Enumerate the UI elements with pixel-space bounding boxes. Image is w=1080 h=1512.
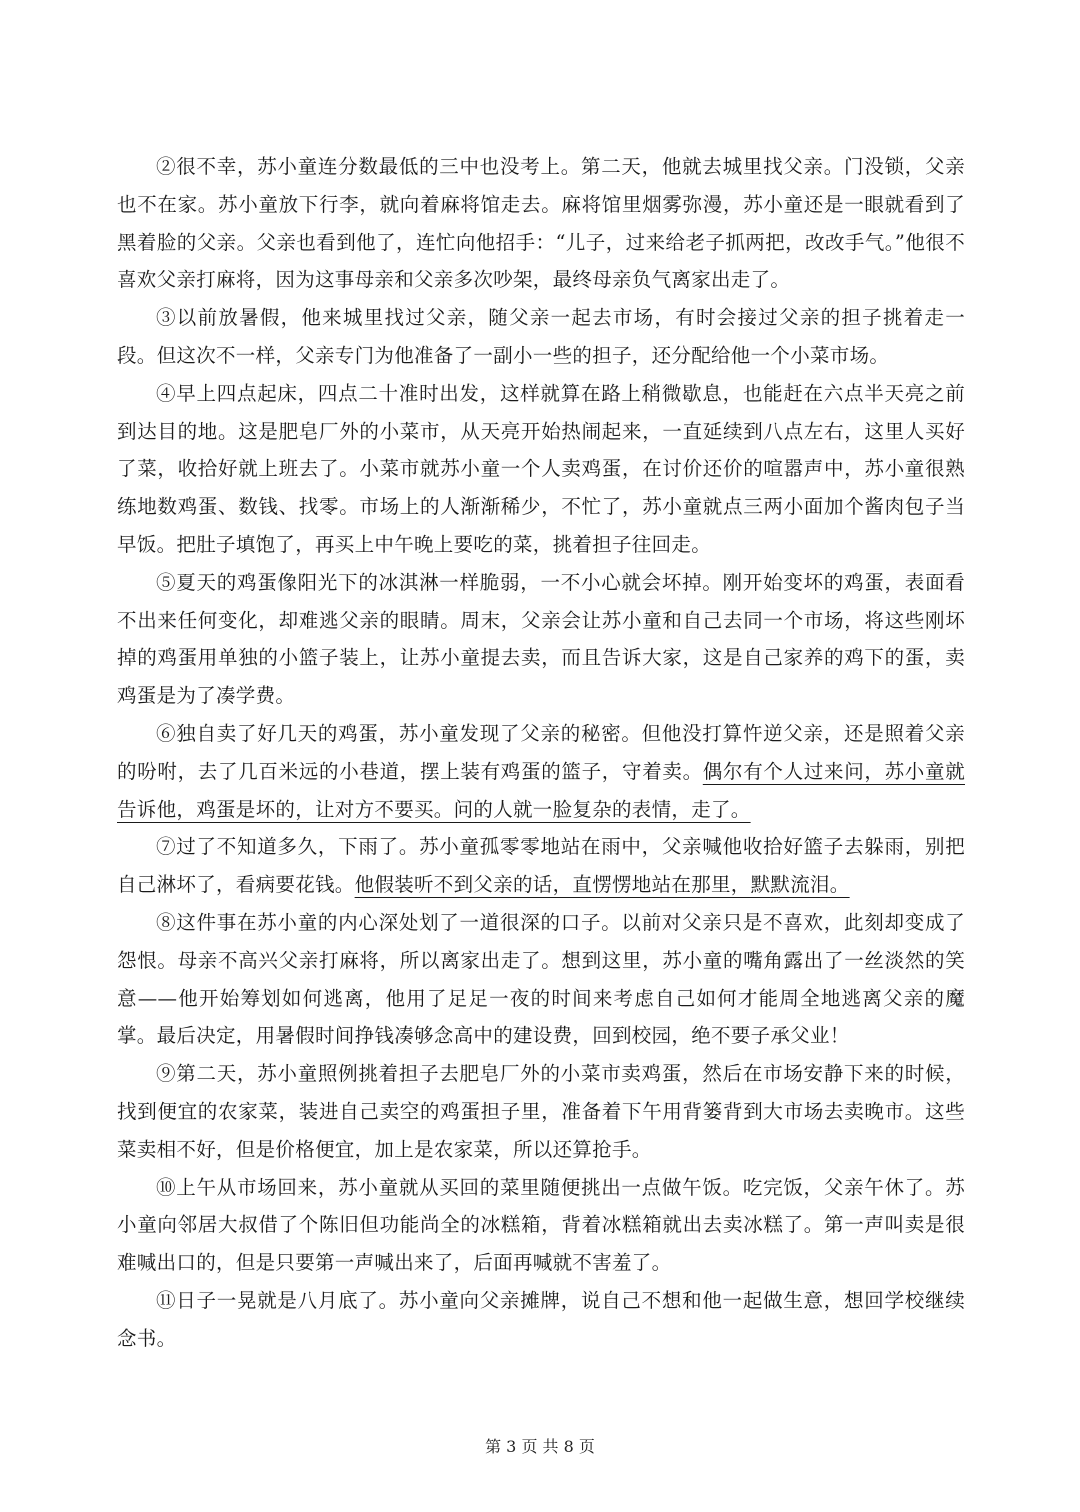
paragraph-number: ⑧ [156,910,177,934]
paragraph-2 [117,148,965,299]
paragraph-text: 很不幸，苏小童连分数最低的三中也没考上。第二天，他就去城里找父亲。门没锁，父亲也不在家。苏小童放下行李，就向着麻将馆走去。麻将馆里烟雾弥漫，苏小童还是一眼就看到了黑着脸的父亲。父亲也看到他了，连忙向他招手：“儿子，过来给老子抓两把，改改手气。”他很不喜欢父亲打麻将，因为这事母亲和父亲多次吵架，最终母亲负气离家出走了。 [117,155,965,292]
paragraph-text: 这件事在苏小童的内心深处划了一道很深的口子。以前对父亲只是不喜欢，此刻却变成了怨恨。母亲不高兴父亲打麻将，所以离家出走了。想到这里，苏小童的嘴角露出了一丝淡然的笑意——他开始筹划如何逃离，他用了足足一夜的时间来考虑自己如何才能周全地逃离父亲的魔掌。最后决定，用暑假时间挣钱凑够念高中的建设费，回到校园，绝不要子承父业！ [117,910,965,1048]
underlined-sentence: 他假装听不到父亲的话，直愣愣地站在那里，默默流泪。 [354,873,850,897]
paragraph-11 [117,1282,965,1358]
paragraph-number: ⑦ [156,835,177,859]
paragraph-text: 第二天，苏小童照例挑着担子去肥皂厂外的小菜市卖鸡蛋，然后在市场安静下来的时候，找到便宜的农家菜，装进自己卖空的鸡蛋担子里，准备着下午用背篓背到大市场去卖晚市。这些菜卖相不好，但是价格便宜，加上是农家菜，所以还算抢手。 [117,1062,965,1161]
paragraph-10 [117,1169,965,1282]
underlined-sentence: 偶尔有个人过来问，苏小童就告诉他，鸡蛋是坏的，让对方不要买。问的人就一脸复杂的表情，走了。 [117,759,965,821]
paragraph-9 [117,1055,965,1168]
paragraph-4 [117,375,965,564]
paragraph-number: ③ [156,306,177,330]
paragraph-text: 早上四点起床，四点二十准时出发，这样就算在路上稍微歇息，也能赶在六点半天亮之前到达目的地。这是肥皂厂外的小菜市，从天亮开始热闹起来，一直延续到八点左右，这里人买好了菜，收拾好就上班去了。小菜市就苏小童一个人卖鸡蛋，在讨价还价的喧嚣声中，苏小童很熟练地数鸡蛋、数钱、找零。市场上的人渐渐稀少，不忙了，苏小童就点三两小面加个酱肉包子当早饭。把肚子填饱了，再买上中午晚上要吃的菜，挑着担子往回走。 [117,381,965,556]
paragraph-8 [117,904,965,1055]
paragraph-number: ④ [156,381,177,405]
paragraph-text: 以前放暑假，他来城里找过父亲，随父亲一起去市场，有时会接过父亲的担子挑着走一段。但这次不一样，父亲专门为他准备了一副小一些的担子，还分配给他一个小菜市场。 [117,306,965,367]
paragraph-text: 日子一晃就是八月底了。苏小童向父亲摊牌，说自己不想和他一起做生意，想回学校继续念书。 [117,1288,965,1350]
paragraph-number: ⑪ [156,1288,177,1312]
paragraph-number: ⑥ [156,721,177,745]
paragraph-text: 过了不知道多久，下雨了。苏小童孤零零地站在雨中，父亲喊他收拾好篮子去躲雨，别把自己淋坏了，看病要花钱。 [117,835,965,897]
paragraph-7 [117,828,965,904]
page-footer [0,1434,1080,1457]
paragraph-6 [117,715,965,828]
paragraph-text: 夏天的鸡蛋像阳光下的冰淇淋一样脆弱，一不小心就会坏掉。刚开始变坏的鸡蛋，表面看不出来任何变化，却难逃父亲的眼睛。周末，父亲会让苏小童和自己去同一个市场，将这些刚坏掉的鸡蛋用单独的小篮子装上，让苏小童提去卖，而且告诉大家，这是自己家养的鸡下的蛋，卖鸡蛋是为了凑学费。 [117,570,965,708]
paragraph-number: ⑨ [156,1062,177,1086]
paragraph-3 [117,299,965,375]
document-body [117,148,965,1358]
paragraph-text: 独自卖了好几天的鸡蛋，苏小童发现了父亲的秘密。但他没打算忤逆父亲，还是照着父亲的吩咐，去了几百米远的小巷道，摆上装有鸡蛋的篮子，守着卖。 [117,721,965,783]
paragraph-5 [117,564,965,715]
paragraph-number: ⑩ [156,1175,177,1199]
paragraph-number: ② [156,155,177,178]
page-number-label: 第 3 页 共 8 页 [485,1437,595,1456]
paragraph-text: 上午从市场回来，苏小童就从买回的菜里随便挑出一点做午饭。吃完饭，父亲午休了。苏小童向邻居大叔借了个陈旧但功能尚全的冰糕箱，背着冰糕箱就出去卖冰糕了。第一声叫卖是很难喊出口的，但是只要第一声喊出来了，后面再喊就不害羞了。 [117,1175,965,1275]
paragraph-number: ⑤ [156,570,177,594]
